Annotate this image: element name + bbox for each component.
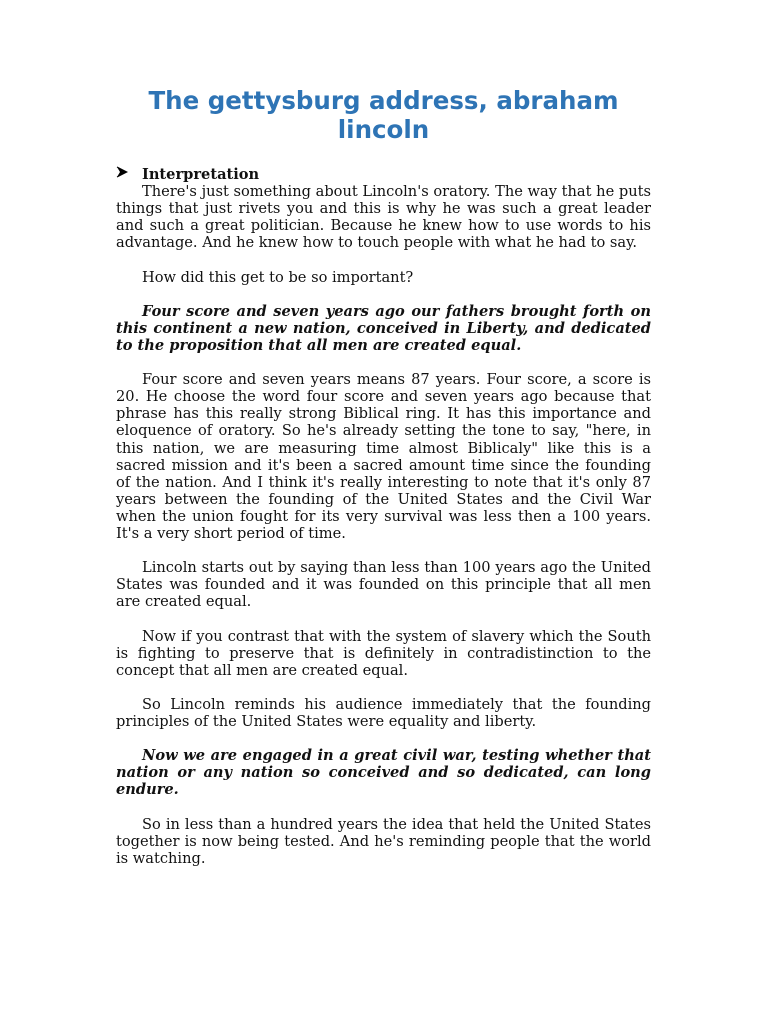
quoted-passage: Four score and seven years ago our fathers brought forth on this continent a new nation, conceived in Liberty, and dedicated to the proposition that all men are created equal. [116,302,651,354]
arrowhead-bullet-icon [116,166,142,183]
body-paragraph: There's just something about Lincoln's oratory. The way that he puts things that just rivets you and this is why he was such a great leader and such a great politician. Because he knew how to use words to his advantage. And he knew how to touch people with what he had to say. [116,183,651,252]
quoted-passage: Now we are engaged in a great civil war, testing whether that nation or any nation so conceived and so dedicated, can long endure. [116,747,651,799]
document-page [116,86,651,884]
body-paragraph: So Lincoln reminds his audience immediately that the founding principles of the United States were equality and liberty. [116,695,651,730]
section-heading: Interpretation [142,166,260,183]
body-paragraph: So in less than a hundred years the idea that held the United States together is now being tested. And he's reminding people that the world is watching. [116,815,651,867]
body-paragraph: Lincoln starts out by saying than less than 100 years ago the United States was founded and it was founded on this principle that all men are created equal. [116,559,651,611]
document-title: The gettysburg address, abraham lincoln [148,86,619,144]
body-paragraph: How did this get to be so important? [142,268,414,286]
body-paragraph: Now if you contrast that with the system of slavery which the South is fighting to preserve that is definitely in contradistinction to the concept that all men are created equal. [116,627,651,679]
section-heading-row [116,166,651,183]
paragraph-list [116,183,651,867]
document-body [116,166,651,867]
body-paragraph: Four score and seven years means 87 years. Four score, a score is 20. He choose the word four score and seven years ago because that phrase has this really strong Biblical ring. It has this importance and eloquence of oratory. So he's already setting the tone to say, "here, in this nation, we are measuring time almost Biblicaly" like this is a sacred mission and it's been a sacred amount time since the founding of the nation. And I think it's really interesting to note that it's only 87 years between the founding of the United States and the Civil War when the union fought for its very survival was less then a 100 years. It's a very short period of time. [116,371,651,542]
